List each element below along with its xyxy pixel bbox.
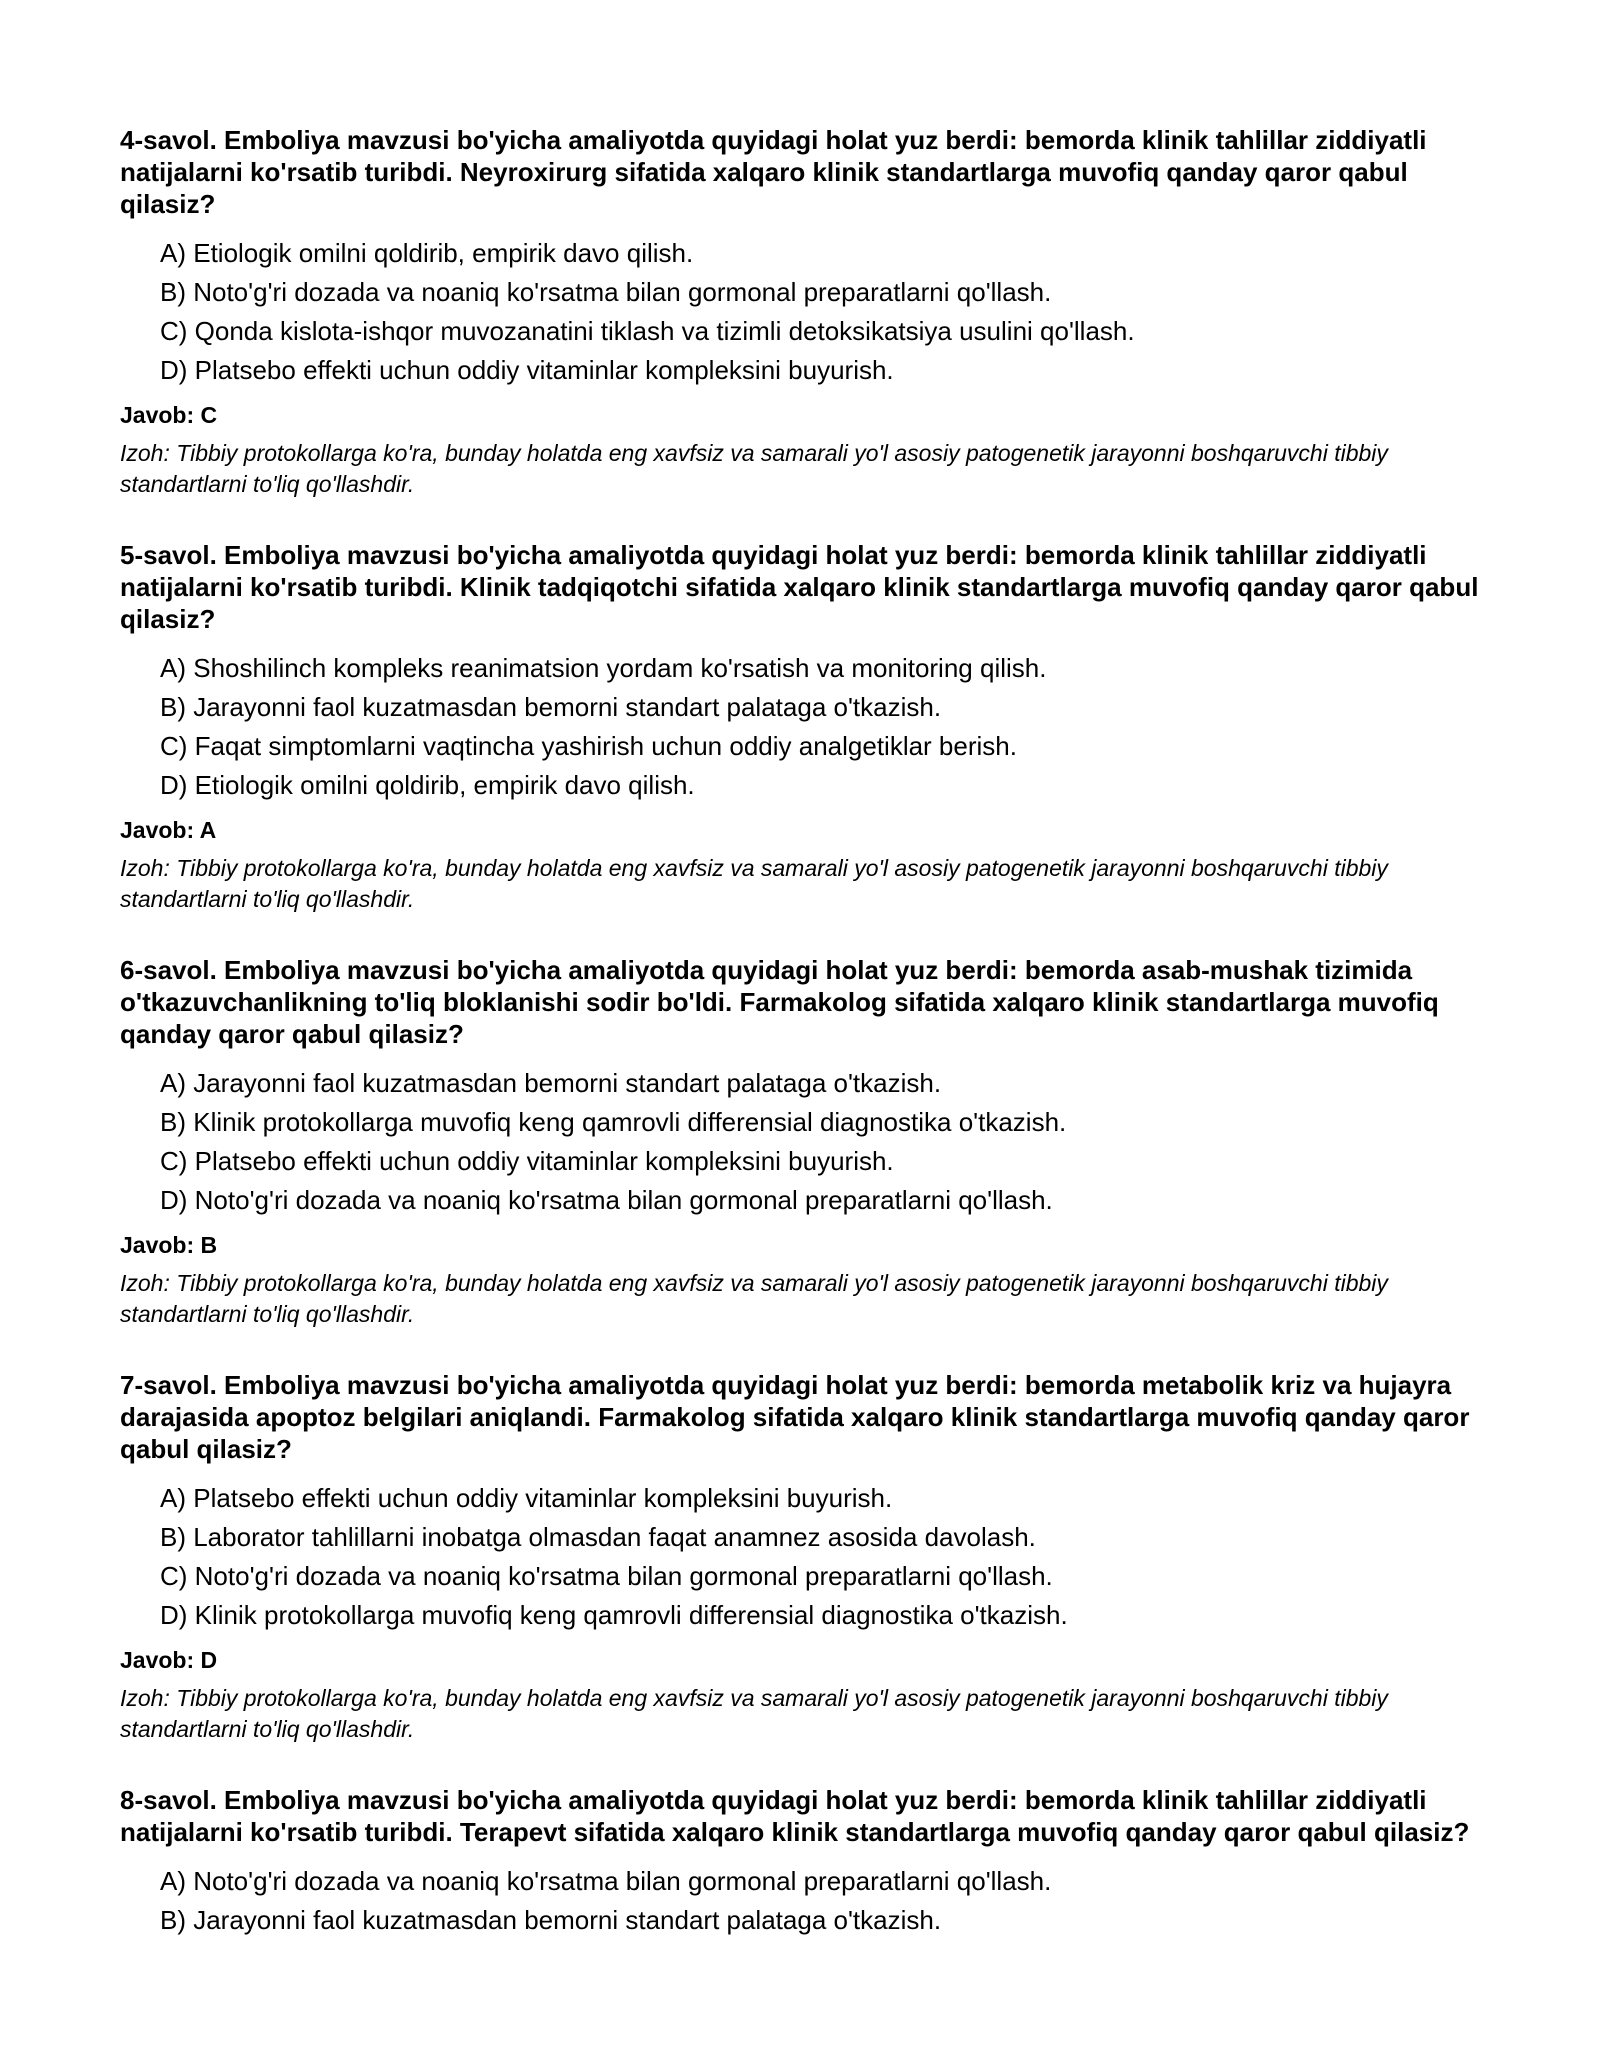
question-title: 4-savol. Emboliya mavzusi bo'yicha amaliyotda quyidagi holat yuz berdi: bemorda klinik tahlillar ziddiyatli natijalarni ko'rsatib turibdi. Neyroxirurg sifatida xalqaro klinik standartlarga muvofiq qanday qaror qabul qilasiz? [120, 125, 1427, 219]
option-item: A) Platsebo effekti uchun oddiy vitaminlar kompleksini buyurish. [160, 1483, 893, 1513]
question-block [120, 124, 1500, 500]
options-list [120, 1479, 1500, 1635]
option-item: B) Jarayonni faol kuzatmasdan bemorni standart palataga o'tkazish. [160, 692, 942, 722]
answer-label: Javob: B [120, 1232, 218, 1258]
options-list [120, 1862, 1500, 1940]
answer-label: Javob: A [120, 817, 217, 843]
explanation-note: Izoh: Tibbiy protokollarga ko'ra, bunday holatda eng xavfsiz va samarali yo'l asosiy patogenetik jarayonni boshqaruvchi tibbiy standartlarni to'liq qo'llashdir. [120, 1685, 1388, 1742]
answer-label: Javob: D [120, 1647, 218, 1673]
document-page [120, 124, 1500, 1979]
question-title: 8-savol. Emboliya mavzusi bo'yicha amaliyotda quyidagi holat yuz berdi: bemorda klinik tahlillar ziddiyatli natijalarni ko'rsatib turibdi. Terapevt sifatida xalqaro klinik standartlarga muvofiq qanday qaror qabul qilasiz? [120, 1785, 1470, 1847]
option-item: A) Shoshilinch kompleks reanimatsion yordam ko'rsatish va monitoring qilish. [160, 653, 1047, 683]
option-item: C) Noto'g'ri dozada va noaniq ko'rsatma bilan gormonal preparatlarni qo'llash. [160, 1561, 1053, 1591]
option-item: D) Klinik protokollarga muvofiq keng qamrovli differensial diagnostika o'tkazish. [160, 1600, 1068, 1630]
explanation-note: Izoh: Tibbiy protokollarga ko'ra, bunday holatda eng xavfsiz va samarali yo'l asosiy patogenetik jarayonni boshqaruvchi tibbiy standartlarni to'liq qo'llashdir. [120, 855, 1388, 912]
option-item: C) Faqat simptomlarni vaqtincha yashirish uchun oddiy analgetiklar berish. [160, 731, 1017, 761]
question-title: 6-savol. Emboliya mavzusi bo'yicha amaliyotda quyidagi holat yuz berdi: bemorda asab-mushak tizimida o'tkazuvchanlikning to'liq bloklanishi sodir bo'ldi. Farmakolog sifatida xalqaro klinik standartlarga muvofiq qanday qaror qabul qilasiz? [120, 955, 1439, 1049]
option-item: B) Jarayonni faol kuzatmasdan bemorni standart palataga o'tkazish. [160, 1905, 942, 1935]
question-block [120, 1784, 1500, 1940]
option-item: D) Noto'g'ri dozada va noaniq ko'rsatma bilan gormonal preparatlarni qo'llash. [160, 1185, 1053, 1215]
option-item: B) Klinik protokollarga muvofiq keng qamrovli differensial diagnostika o'tkazish. [160, 1107, 1067, 1137]
option-item: D) Etiologik omilni qoldirib, empirik davo qilish. [160, 770, 695, 800]
question-block [120, 1369, 1500, 1745]
option-item: C) Platsebo effekti uchun oddiy vitaminlar kompleksini buyurish. [160, 1146, 894, 1176]
question-title: 5-savol. Emboliya mavzusi bo'yicha amaliyotda quyidagi holat yuz berdi: bemorda klinik tahlillar ziddiyatli natijalarni ko'rsatib turibdi. Klinik tadqiqotchi sifatida xalqaro klinik standartlarga muvofiq qanday qaror qabul qilasiz? [120, 540, 1479, 634]
explanation-note: Izoh: Tibbiy protokollarga ko'ra, bunday holatda eng xavfsiz va samarali yo'l asosiy patogenetik jarayonni boshqaruvchi tibbiy standartlarni to'liq qo'llashdir. [120, 440, 1388, 497]
option-item: C) Qonda kislota-ishqor muvozanatini tiklash va tizimli detoksikatsiya usulini qo'llash. [160, 316, 1135, 346]
answer-label: Javob: C [120, 402, 218, 428]
question-title: 7-savol. Emboliya mavzusi bo'yicha amaliyotda quyidagi holat yuz berdi: bemorda metabolik kriz va hujayra darajasida apoptoz belgilari aniqlandi. Farmakolog sifatida xalqaro klinik standartlarga muvofiq qanday qaror qabul qilasiz? [120, 1370, 1470, 1464]
question-block [120, 539, 1500, 915]
option-item: B) Laborator tahlillarni inobatga olmasdan faqat anamnez asosida davolash. [160, 1522, 1036, 1552]
option-item: A) Noto'g'ri dozada va noaniq ko'rsatma bilan gormonal preparatlarni qo'llash. [160, 1866, 1052, 1896]
option-item: B) Noto'g'ri dozada va noaniq ko'rsatma bilan gormonal preparatlarni qo'llash. [160, 277, 1052, 307]
option-item: A) Jarayonni faol kuzatmasdan bemorni standart palataga o'tkazish. [160, 1068, 942, 1098]
options-list [120, 1064, 1500, 1220]
question-block [120, 954, 1500, 1330]
options-list [120, 649, 1500, 805]
option-item: A) Etiologik omilni qoldirib, empirik davo qilish. [160, 238, 694, 268]
explanation-note: Izoh: Tibbiy protokollarga ko'ra, bunday holatda eng xavfsiz va samarali yo'l asosiy patogenetik jarayonni boshqaruvchi tibbiy standartlarni to'liq qo'llashdir. [120, 1270, 1388, 1327]
option-item: D) Platsebo effekti uchun oddiy vitaminlar kompleksini buyurish. [160, 355, 894, 385]
options-list [120, 234, 1500, 390]
